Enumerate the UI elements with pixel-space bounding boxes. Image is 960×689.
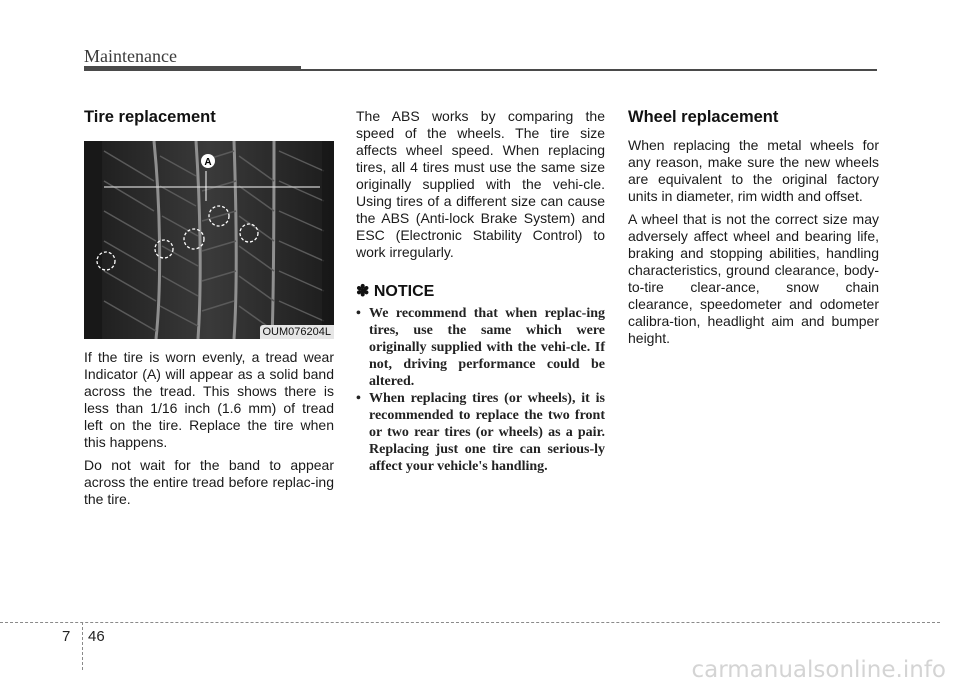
footer-vertical-divider [82,622,83,670]
paragraph: Do not wait for the band to appear across the entire tread before replac-ing the tire. [84,457,334,507]
tire-tread-figure [84,141,334,339]
notice-item: • We recommend that when replac-ing tires, use the same which were originally supplied with the vehi-cle. If not, driving performance could be altered. [356,305,605,390]
watermark: carmanualsonline.info [691,657,946,683]
page-number: 46 [88,628,105,645]
column-tire-replacement [84,108,334,514]
notice-list [356,305,605,475]
paragraph: A wheel that is not the correct size may adversely affect wheel and bearing life, braking and stopping abilities, handling characteristics, ground clearance, body-to-tire clear-ance, snow chain clearance, speedometer and odometer calibra-tion, headlight aim and bumper height. [628,211,879,346]
column-wheel-replacement [628,108,879,353]
header-bar-thick [84,66,301,71]
figure-caption: OUM076204L [260,325,335,339]
section-heading-tire-replacement: Tire replacement [84,108,216,126]
figure-marker-a: A [204,157,212,168]
page-section-number: 7 [62,628,71,645]
section-heading-wheel-replacement: Wheel replacement [628,108,779,126]
paragraph: When replacing the metal wheels for any reason, make sure the new wheels are equivalent to the original factory units in diameter, rim width and offset. [628,137,879,204]
notice-item: • When replacing tires (or wheels), it is recommended to replace the two front or two rear tires (or wheels) as a pair. Replacing just one tire can serious-ly affect your vehicle's handling. [356,390,605,475]
column-abs-notice [356,108,605,475]
paragraph: The ABS works by comparing the speed of the wheels. The tire size affects wheel speed. When replacing tires, all 4 tires must use the same size originally supplied with the vehi-cle. Using tires of a different size can cause the ABS (Anti-lock Brake System) and ESC (Electronic Stability Control) to work irregularly. [356,108,605,260]
header-bar-thin [301,69,877,71]
notice-heading [356,281,605,301]
footer-divider [0,622,940,623]
tire-tread-illustration [84,141,334,339]
notice-star-icon: ✽ [356,283,370,300]
paragraph: If the tire is worn evenly, a tread wear Indicator (A) will appear as a solid band across the tread. This shows there is less than 1/16 inch (1.6 mm) of tread left on the tire. Replace the tire when this happens. [84,349,334,450]
header-title: Maintenance [84,46,177,66]
notice-title: NOTICE [373,283,435,300]
